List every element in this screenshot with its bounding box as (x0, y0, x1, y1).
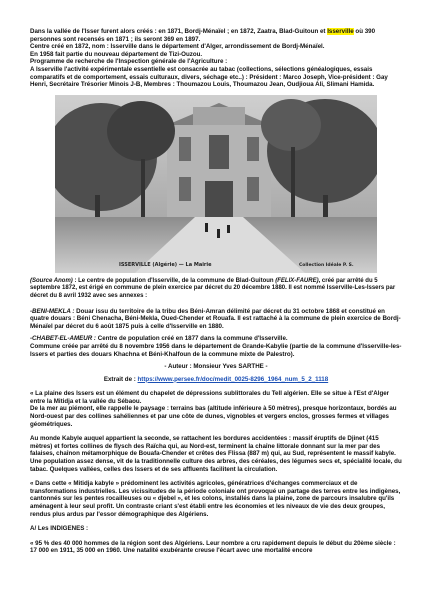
body-paragraph-3: Au monde Kabyle auquel appartient la seconde, se rattachent les bordures accidentées : massif éruptifs de Djinet (415 mètres) et fortes collines de flysch des Raïcha qui, au Nord-est, terminent la chaîne littorale donnant sur la mer par des falaises, chaînon métamorphique de Bouafa-Chender et crêtes des Flissa (887 m) qui, au Sud, représentent le massif kabyle. Une population assez dense, vit de la traditionnelle culture des arbres, des céréales, des légumes secs et, spécialité locale, du tabac. Quelques vallées, celles des Issers et de ses affluents facilitent la circulation. (30, 435, 402, 473)
mairie-photo-image (55, 95, 377, 273)
intro-paragraph-3: En 1958 fait partie du nouveau département de Tizi-Ouzou. (30, 50, 203, 58)
photo-label-right: Collection Idéale P. S. (299, 262, 354, 268)
annex-beni-text: Douar issu du territoire de la tribu des Béni-Amran délimité par décret du 31 octobre 1868 et constitué en quatre douars : Béni Chenacha, Béni-Mekla, Oued-Chender et Rouafa. Il est rattaché à la commune de plein exercice de Bordj-Ménaïel par décret du 6 août 1875 puis à celle d'Isserville en 1880. (30, 307, 401, 330)
annex-chabet (30, 335, 402, 343)
author-line: - Auteur : Monsieur Yves SARTHE - (164, 363, 268, 371)
mairie-photo (55, 95, 377, 273)
photo-label-left: ISSERVILLE (Algérie) — La Mairie (119, 261, 212, 268)
annex-chabet-label: -CHABET-EL-AMEUR : (30, 335, 96, 343)
photo-caption (30, 278, 402, 301)
caption-source: (Source Anom) (30, 277, 73, 284)
intro-text-a: Dans la vallée de l'Isser furent alors créés : en 1871, Bordj-Ménaïel ; en 1872, Zaatra, Blad-Guitoun et (30, 28, 328, 35)
caption-text-b: , créé par arrêté du 5 septembre 1872, est érigé en commune de plein exercice par décret du 20 décembre 1880. Il est nommé Isserville-Les-Issers par décret du 8 avril 1932 avec ses annexes : (30, 277, 396, 299)
intro-text-b: où 390 personnes sont recensés en 1871 ; ils seront 369 en 1897. (30, 28, 376, 43)
extract-label: Extrait de : (103, 375, 138, 383)
extract-line (30, 376, 402, 384)
caption-text-a: : Le centre de population d'Isserville, de la commune de Blad-Guitoun (72, 277, 276, 284)
body-paragraph-5: « 95 % des 40 000 hommes de la région sont des Algériens. Leur nombre a cru rapidement depuis le début du 20ème siècle : 17 000 en 1911, 35 000 en 1960. Une natalité exubérante creuse l'écart avec une mortalité encore (30, 539, 396, 555)
document-page (30, 28, 402, 555)
section-heading: A/ Les INDIGENES : (30, 525, 89, 533)
body-paragraph-4: « Dans cette « Mitidja kabyle » prédominent les activités agricoles, génératrices d'échanges commerciaux et de transformations industrielles. Les vicissitudes de la période coloniale ont provoqué un partage des terres entre les indigènes, cantonnés sur les pentes rocailleuses ou « djebel », et les colons, installés dans la plaine, zone de parcours insalubre qu'ils aménagent à leur seul profit. Un contraste criant s'est établi entre les économies et les niveaux de vie des deux groupes, rendus plus ardus par l'essor démographique des Algériens. (30, 480, 401, 518)
body-paragraph-1: « La plaine des Issers est un élément du chapelet de dépressions sublittorales du Tell algérien. Elle se situe à l'Est d'Alger entre la Mitidja et la vallée du Sébaou. (30, 390, 390, 405)
annex-beni-label: -BENI-MEKLA : (30, 307, 75, 315)
intro-paragraph-1 (30, 28, 402, 43)
intro-paragraph-5: A Isserville l'activité expérimentale essentielle est consacrée au tabac (collections, sélections généalogiques, essais comparatifs et de comportement, essais culturaux, divers, séchage etc..) : Président : Marco Joseph, Vice-président : Gay Henri, Secrétaire Trésorier Minois J-B, Membres : Thoumazou Louis, Thoumazou Jean, Oudjioua Ali, Slimani Hamida. (30, 65, 388, 89)
intro-paragraph-4: Programme de recherche de l'Inspection générale de l'Agriculture : (30, 58, 228, 66)
body-paragraph-2: De la mer au piémont, elle rappelle le paysage : terrains bas (altitude inférieure à 50 mètres), presque horizontaux, bordés au Nord-ouest par des collines sahéliennes et par une côte de dunes, vignobles et vergers enclos, grosses fermes et villages géométriques. (30, 405, 397, 428)
annex-chabet-commune: Commune créée par arrêté du 8 novembre 1956 dans le département de Grande-Kabylie (partie de la commune d'Isserville-les-Issers et parties des douars Khachna et Béni-Khalfoun de la commune mixte de Palestro). (30, 342, 402, 358)
annex-beni-mekla (30, 308, 402, 331)
highlighted-word: Isserville (327, 28, 354, 35)
annex-chabet-text: Centre de population créé en 1877 dans la commune d'Isserville. (96, 335, 288, 343)
caption-felix: (FELIX-FAURE) (275, 277, 319, 284)
extract-link[interactable]: https://www.persee.fr/doc/medit_0025-8296_1964_num_5_2_1118 (137, 375, 329, 383)
intro-paragraph-2: Centre créé en 1872, nom : Isserville dans le département d'Alger, arrondissement de Bordj-Ménaïel. (30, 43, 325, 51)
